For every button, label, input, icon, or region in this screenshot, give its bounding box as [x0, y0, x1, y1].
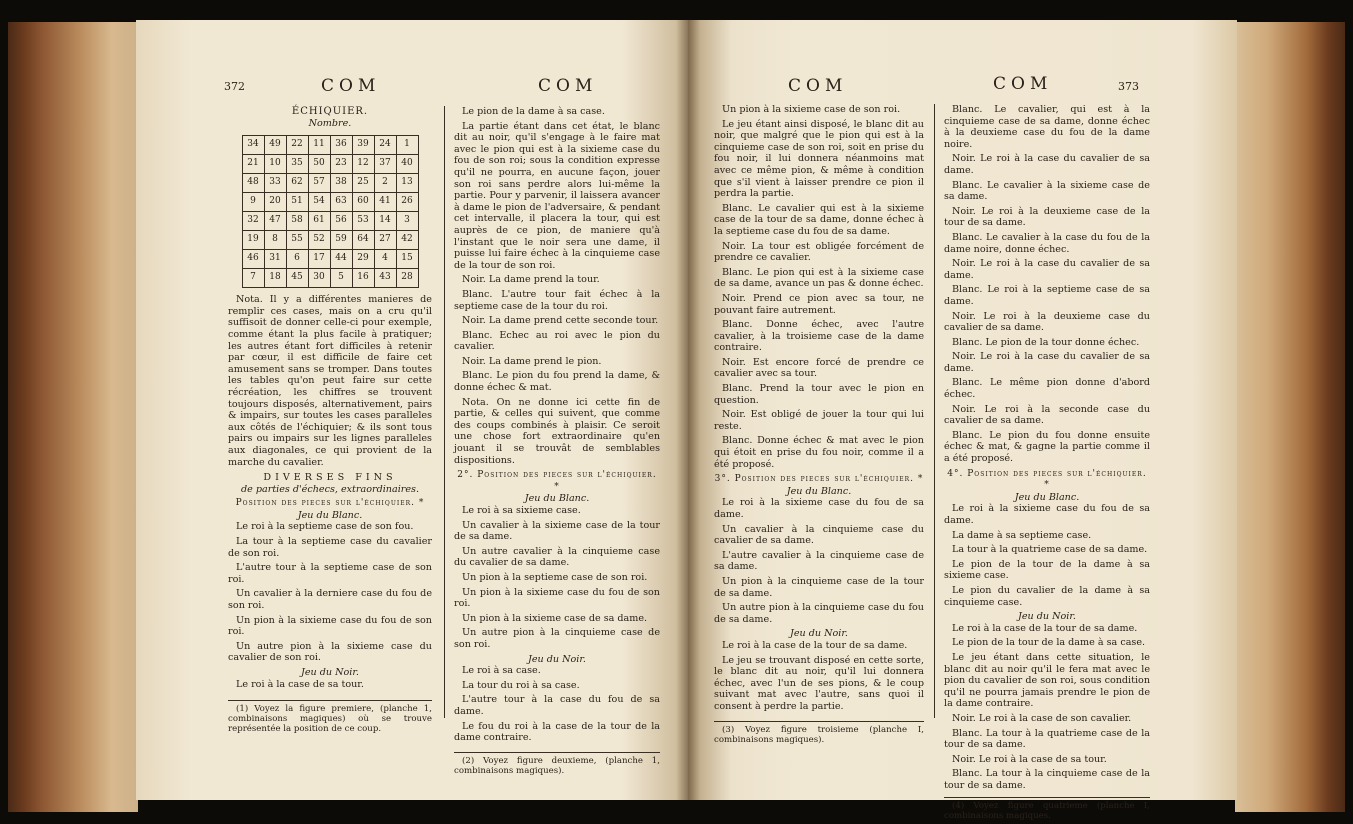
grid-cell: 59 — [330, 231, 352, 250]
position-title: 4°. Position des pieces sur l'échiquier. * — [947, 468, 1147, 491]
grid-cell: 62 — [286, 174, 308, 193]
grid-cell: 57 — [308, 174, 330, 193]
grid-cell: 41 — [374, 193, 396, 212]
grid-cell: 34 — [242, 136, 264, 155]
text-line: Un autre pion à la sixieme case du cavalier de son roi. — [228, 640, 432, 664]
text-paragraph: Le jeu étant ainsi disposé, le blanc dit au noir, que malgré que le pion qui est à la cinquieme case de son roi, soit en prise du fou noir, il lui donnera néanmoins mat avec ce même pion, & même à condition que s'il vient à laisser prendre ce pion il perdra la partie. — [714, 118, 924, 200]
grid-cell: 5 — [330, 269, 352, 288]
page-number: 372 — [224, 80, 245, 93]
grid-cell: 22 — [286, 136, 308, 155]
grid-cell: 8 — [264, 231, 286, 250]
right-page — [688, 20, 1237, 822]
text-line: Le pion de la tour de la dame à sa case. — [952, 637, 1146, 649]
grid-cell: 40 — [396, 155, 418, 174]
footnote-text: (4) Voyez figure quatrieme (planche I, combinaisons magiques. — [944, 801, 1150, 822]
text-paragraph: Blanc. Le même pion donne d'abord échec. — [944, 377, 1150, 401]
grid-cell: 46 — [242, 250, 264, 269]
grid-cell: 14 — [374, 212, 396, 231]
position-title: 3°. Position des pieces sur l'échiquier. * — [714, 474, 924, 485]
text-paragraph: Noir. La dame prend le pion. — [462, 355, 602, 367]
text-line: Le roi à la case de sa tour. — [236, 678, 364, 690]
column-rule — [444, 106, 445, 718]
column-rule — [934, 104, 935, 718]
grid-cell: 51 — [286, 193, 308, 212]
grid-cell: 52 — [308, 231, 330, 250]
grid-cell: 55 — [286, 231, 308, 250]
text-line: Le roi à la case de la tour de sa dame. — [722, 639, 908, 651]
text-paragraph: Blanc. Donne échec & mat avec le pion qui étoit en prise du fou noir, comme il a été proposé. — [714, 435, 924, 470]
text-paragraph: Blanc. Le pion du fou donne ensuite échec & mat, & gagne la partie comme il a été proposé. — [944, 429, 1150, 465]
grid-cell: 11 — [308, 136, 330, 155]
grid-row — [242, 136, 418, 155]
grid-row — [242, 174, 418, 193]
grid-cell: 16 — [352, 269, 374, 288]
grid-cell: 64 — [352, 231, 374, 250]
grid-cell: 23 — [330, 155, 352, 174]
text-paragraph: Noir. Est obligé de jouer la tour qui lui reste. — [714, 409, 924, 432]
jeu-blanc-label: Jeu du Blanc. — [786, 485, 852, 497]
text-paragraph: Blanc. Le cavalier qui est à la sixieme case de la tour de sa dame, donne échec à la septieme case du fou de sa dame. — [714, 202, 924, 237]
grid-cell: 15 — [396, 250, 418, 269]
grid-cell: 28 — [396, 269, 418, 288]
grid-cell: 53 — [352, 212, 374, 231]
grid-cell: 44 — [330, 250, 352, 269]
grid-cell: 60 — [352, 193, 374, 212]
jeu-blanc-label: Jeu du Blanc. — [1014, 491, 1080, 503]
grid-cell: 50 — [308, 155, 330, 174]
grid-cell: 38 — [330, 174, 352, 193]
text-line: Le roi à sa sixieme case. — [462, 505, 581, 516]
left-page — [136, 20, 688, 800]
jeu-blanc-label: Jeu du Blanc. — [524, 493, 590, 505]
grid-cell: 26 — [396, 193, 418, 212]
grid-row — [242, 231, 418, 250]
jeu-noir-label: Jeu du Noir. — [1018, 611, 1076, 623]
text-line: Le roi à la septieme case de son fou. — [236, 521, 414, 533]
grid-cell: 31 — [264, 250, 286, 269]
grid-cell: 21 — [242, 155, 264, 174]
text-paragraph: Nota. On ne donne ici cette fin de partie, & celles qui suivent, que comme des coups combinés à plaisir. Ce seroit une chose fort extraordinaire qu'en jouant il se trouvât de semblables dispositions. — [454, 396, 660, 466]
text-line: Un pion à la septieme case de son roi. — [462, 571, 648, 583]
text-paragraph: Le pion de la dame à sa case. — [462, 106, 605, 117]
grid-cell: 18 — [264, 269, 286, 288]
text-line: Le roi à la sixieme case du fou de sa dame. — [714, 497, 924, 520]
text-line: Un autre pion à la cinquieme case de son roi. — [454, 627, 660, 650]
grid-cell: 43 — [374, 269, 396, 288]
text-paragraph: Noir. Le roi à la case du cavalier de sa dame. — [944, 258, 1150, 281]
open-book — [8, 12, 1345, 822]
book-fore-edge-right — [1235, 22, 1345, 812]
footnote-text: (3) Voyez figure troisieme (planche I, combinaisons magiques). — [714, 724, 924, 745]
grid-row — [242, 269, 418, 288]
grid-cell: 13 — [396, 174, 418, 193]
text-line: La tour du roi à sa case. — [462, 679, 580, 691]
nota-paragraph: Nota. Il y a différentes manieres de remplir ces cases, mais on a cru qu'il suffisoit de donner celle-ci pour exemple, comme étant la plus facile à pratiquer; les autres étant fort difficiles à retenir par cœur, il est difficile de faire cet amusement sans se tromper. Dans toutes les tables qu'on peut faire sur cette récréation, les chiffres se trouvent toujours disposés, alternativement, pairs & impairs, sur toutes les cases paralleles aux côtés de l'échiquier; & ils sont tous pairs ou impairs sur les lignes paralleles aux diagonales, ce qui provient de la marche du cavalier. — [228, 294, 432, 468]
book-gutter — [676, 20, 700, 800]
position-title: 2°. Position des pieces sur l'échiquier. * — [457, 470, 657, 492]
text-paragraph: Blanc. Le pion qui est à la sixieme case de sa dame, avance un pas & donne échec. — [714, 266, 924, 290]
text-line: Un pion à la sixieme case du fou de son roi. — [228, 614, 432, 638]
text-paragraph: Noir. Le roi à la case du cavalier de sa dame. — [944, 351, 1150, 374]
grid-cell: 19 — [242, 231, 264, 250]
text-line: Un autre pion à la cinquieme case du fou de sa dame. — [714, 602, 924, 625]
grid-cell: 20 — [264, 193, 286, 212]
footnote-text: (1) Voyez la figure premiere, (planche 1, combinaisons magiques) où se trouve représentée la position de ce coup. — [228, 704, 432, 735]
grid-cell: 10 — [264, 155, 286, 174]
grid-cell: 7 — [242, 269, 264, 288]
grid-cell: 4 — [374, 250, 396, 269]
grid-cell: 54 — [308, 193, 330, 212]
text-line: Le roi à la sixieme case du fou de sa dame. — [944, 503, 1150, 526]
grid-cell: 33 — [264, 174, 286, 193]
grid-cell: 63 — [330, 193, 352, 212]
grid-cell: 17 — [308, 250, 330, 269]
grid-cell: 25 — [352, 174, 374, 193]
section-title: ÉCHIQUIER. — [291, 106, 369, 117]
grid-cell: 35 — [286, 155, 308, 174]
text-paragraph: Blanc. Echec au roi avec le pion du cavalier. — [454, 329, 660, 353]
text-line: La tour à la septieme case du cavalier de son roi. — [228, 536, 432, 559]
position-title: Position des pieces sur l'échiquier. * — [235, 498, 425, 509]
knight-tour-grid — [242, 135, 419, 288]
running-header: COM — [993, 74, 1053, 94]
grid-cell: 49 — [264, 136, 286, 155]
grid-cell: 12 — [352, 155, 374, 174]
grid-cell: 37 — [374, 155, 396, 174]
text-line: La tour à la quatrieme case de sa dame. — [952, 544, 1148, 556]
grid-cell: 6 — [286, 250, 308, 269]
grid-cell: 24 — [374, 136, 396, 155]
text-paragraph: Blanc. Le pion de la tour donne échec. — [952, 336, 1140, 348]
text-line: Un pion à la cinquieme case de la tour de sa dame. — [714, 575, 924, 599]
running-header: COM — [788, 76, 848, 96]
text-line: L'autre cavalier à la cinquieme case de sa dame. — [714, 549, 924, 573]
text-line: Le pion de la tour de la dame à sa sixieme case. — [944, 558, 1150, 582]
text-paragraph: La partie étant dans cet état, le blanc dit au noir, qu'il s'engage à le faire mat avec le pion qui est à la sixieme case du fou de son roi; sous la condition expresse qu'il ne pourra, en aucune façon, jouer son roi sans perdre alors lui-même la partie. Pour y parvenir, il laissera avancer à dame le pion de l'adversaire, & pendant cet intervalle, il placera la tour, qui est auprès de ce pion, de maniere qu'à l'instant que le noir sera une dame, il puisse lui faire échec à la cinquieme case de la tour de son roi. — [454, 120, 660, 271]
grid-cell: 27 — [374, 231, 396, 250]
section-subtitle: Nombre. — [308, 117, 352, 129]
left-column-2 — [454, 106, 660, 779]
text-paragraph: Blanc. Le cavalier à la sixieme case de sa dame. — [944, 179, 1150, 203]
grid-cell: 1 — [396, 136, 418, 155]
text-paragraph: Blanc. Le cavalier à la case du fou de la dame noire, donne échec. — [944, 231, 1150, 255]
left-column-1 — [228, 106, 432, 737]
footnote — [454, 752, 660, 776]
grid-cell: 39 — [352, 136, 374, 155]
text-line: Un cavalier à la derniere case du fou de son roi. — [228, 588, 432, 612]
text-paragraph: Blanc. Donne échec, avec l'autre cavalier, à la troisieme case de la dame contraire. — [714, 319, 924, 354]
right-column-1 — [714, 104, 924, 748]
footnote — [714, 721, 924, 745]
footnote-text: (2) Voyez figure deuxieme, (planche 1, combinaisons magiques). — [454, 755, 660, 776]
grid-cell: 3 — [396, 212, 418, 231]
text-line: Un pion à la sixieme case de sa dame. — [462, 612, 648, 624]
text-paragraph: Noir. Le roi à la case du cavalier de sa dame. — [944, 153, 1150, 176]
grid-cell: 61 — [308, 212, 330, 231]
text-line: Le pion du cavalier de la dame à sa cinquieme case. — [944, 584, 1150, 608]
text-paragraph: Blanc. Le cavalier, qui est à la cinquieme case de sa dame, donne échec à la deuxieme case du fou de la dame noire. — [944, 104, 1150, 150]
heading-diverses-sub: de parties d'échecs, extraordinaires. — [241, 483, 419, 495]
text-line: Le jeu étant dans cette situation, le blanc dit au noir qu'il le fera mat avec le pion du cavalier de son roi, sous condition qu'il ne pourra jamais prendre le pion de la dame contraire. — [944, 651, 1150, 710]
text-line: Un cavalier à la sixieme case de la tour de sa dame. — [454, 519, 660, 543]
text-line: Le jeu se trouvant disposé en cette sorte, le blanc dit au noir, qu'il lui donnera échec, avec l'un de ses pions, & le coup suivant mat avec l'autre, sans quoi il consent à perdre la partie. — [714, 654, 924, 712]
grid-cell: 30 — [308, 269, 330, 288]
grid-cell: 2 — [374, 174, 396, 193]
grid-cell: 42 — [396, 231, 418, 250]
grid-row — [242, 155, 418, 174]
text-line: Un pion à la sixieme case du fou de son roi. — [454, 586, 660, 610]
running-header: COM — [538, 76, 598, 96]
grid-cell: 32 — [242, 212, 264, 231]
text-paragraph: Noir. Le roi à la deuxieme case de la tour de sa dame. — [944, 205, 1150, 229]
text-paragraph: Noir. Prend ce pion avec sa tour, ne pouvant faire autrement. — [714, 292, 924, 316]
grid-cell: 58 — [286, 212, 308, 231]
text-paragraph: Noir. La dame prend cette seconde tour. — [462, 315, 659, 327]
grid-cell: 48 — [242, 174, 264, 193]
text-line: La dame à sa septieme case. — [952, 529, 1092, 541]
text-line: Le roi à sa case. — [462, 665, 541, 677]
right-column-2 — [944, 104, 1150, 824]
jeu-blanc-label: Jeu du Blanc. — [297, 509, 363, 521]
text-line: L'autre tour à la case du fou de sa dame. — [454, 694, 660, 717]
text-line: Le fou du roi à la case de la tour de la dame contraire. — [454, 720, 660, 744]
text-line: Blanc. La tour à la cinquieme case de la tour de sa dame. — [944, 768, 1150, 791]
running-header: COM — [321, 76, 381, 96]
jeu-noir-label: Jeu du Noir. — [790, 628, 848, 640]
grid-row — [242, 193, 418, 212]
text-paragraph: Blanc. Le pion du fou prend la dame, & donne échec & mat. — [454, 370, 660, 394]
text-paragraph: Noir. Est encore forcé de prendre ce cavalier avec sa tour. — [714, 356, 924, 380]
text-line: Noir. Le roi à la case de sa tour. — [952, 753, 1107, 765]
text-paragraph: Un pion à la sixieme case de son roi. — [722, 104, 901, 115]
grid-cell: 36 — [330, 136, 352, 155]
heading-diverses: DIVERSES FINS — [263, 472, 397, 484]
text-line: Blanc. La tour à la quatrieme case de la tour de sa dame. — [944, 727, 1150, 751]
text-paragraph: Noir. Le roi à la deuxieme case du cavalier de sa dame. — [944, 310, 1150, 334]
page-number: 373 — [1118, 80, 1139, 93]
text-line: Un cavalier à la cinquieme case du cavalier de sa dame. — [714, 523, 924, 547]
jeu-noir-label: Jeu du Noir. — [301, 667, 359, 678]
text-paragraph: Blanc. L'autre tour fait échec à la septieme case de la tour du roi. — [454, 288, 660, 312]
text-line: Noir. Le roi à la case de son cavalier. — [952, 712, 1132, 724]
grid-row — [242, 250, 418, 269]
text-paragraph: Noir. La tour est obligée forcément de prendre ce cavalier. — [714, 240, 924, 264]
text-line: Le roi à la case de la tour de sa dame. — [952, 622, 1138, 634]
text-paragraph: Blanc. Le roi à la septieme case de sa dame. — [944, 284, 1150, 307]
grid-cell: 47 — [264, 212, 286, 231]
text-line: L'autre tour à la septieme case de son roi. — [228, 562, 432, 585]
grid-cell: 56 — [330, 212, 352, 231]
text-paragraph: Noir. Le roi à la seconde case du cavalier de sa dame. — [944, 403, 1150, 427]
footnote — [944, 797, 1150, 821]
text-line: Un autre cavalier à la cinquieme case du cavalier de sa dame. — [454, 545, 660, 569]
grid-cell: 9 — [242, 193, 264, 212]
book-fore-edge-left — [8, 22, 138, 812]
grid-row — [242, 212, 418, 231]
footnote — [228, 700, 432, 734]
text-paragraph: Blanc. Prend la tour avec le pion en question. — [714, 383, 924, 406]
text-paragraph: Noir. La dame prend la tour. — [462, 274, 600, 286]
grid-cell: 29 — [352, 250, 374, 269]
jeu-noir-label: Jeu du Noir. — [528, 653, 586, 665]
grid-cell: 45 — [286, 269, 308, 288]
